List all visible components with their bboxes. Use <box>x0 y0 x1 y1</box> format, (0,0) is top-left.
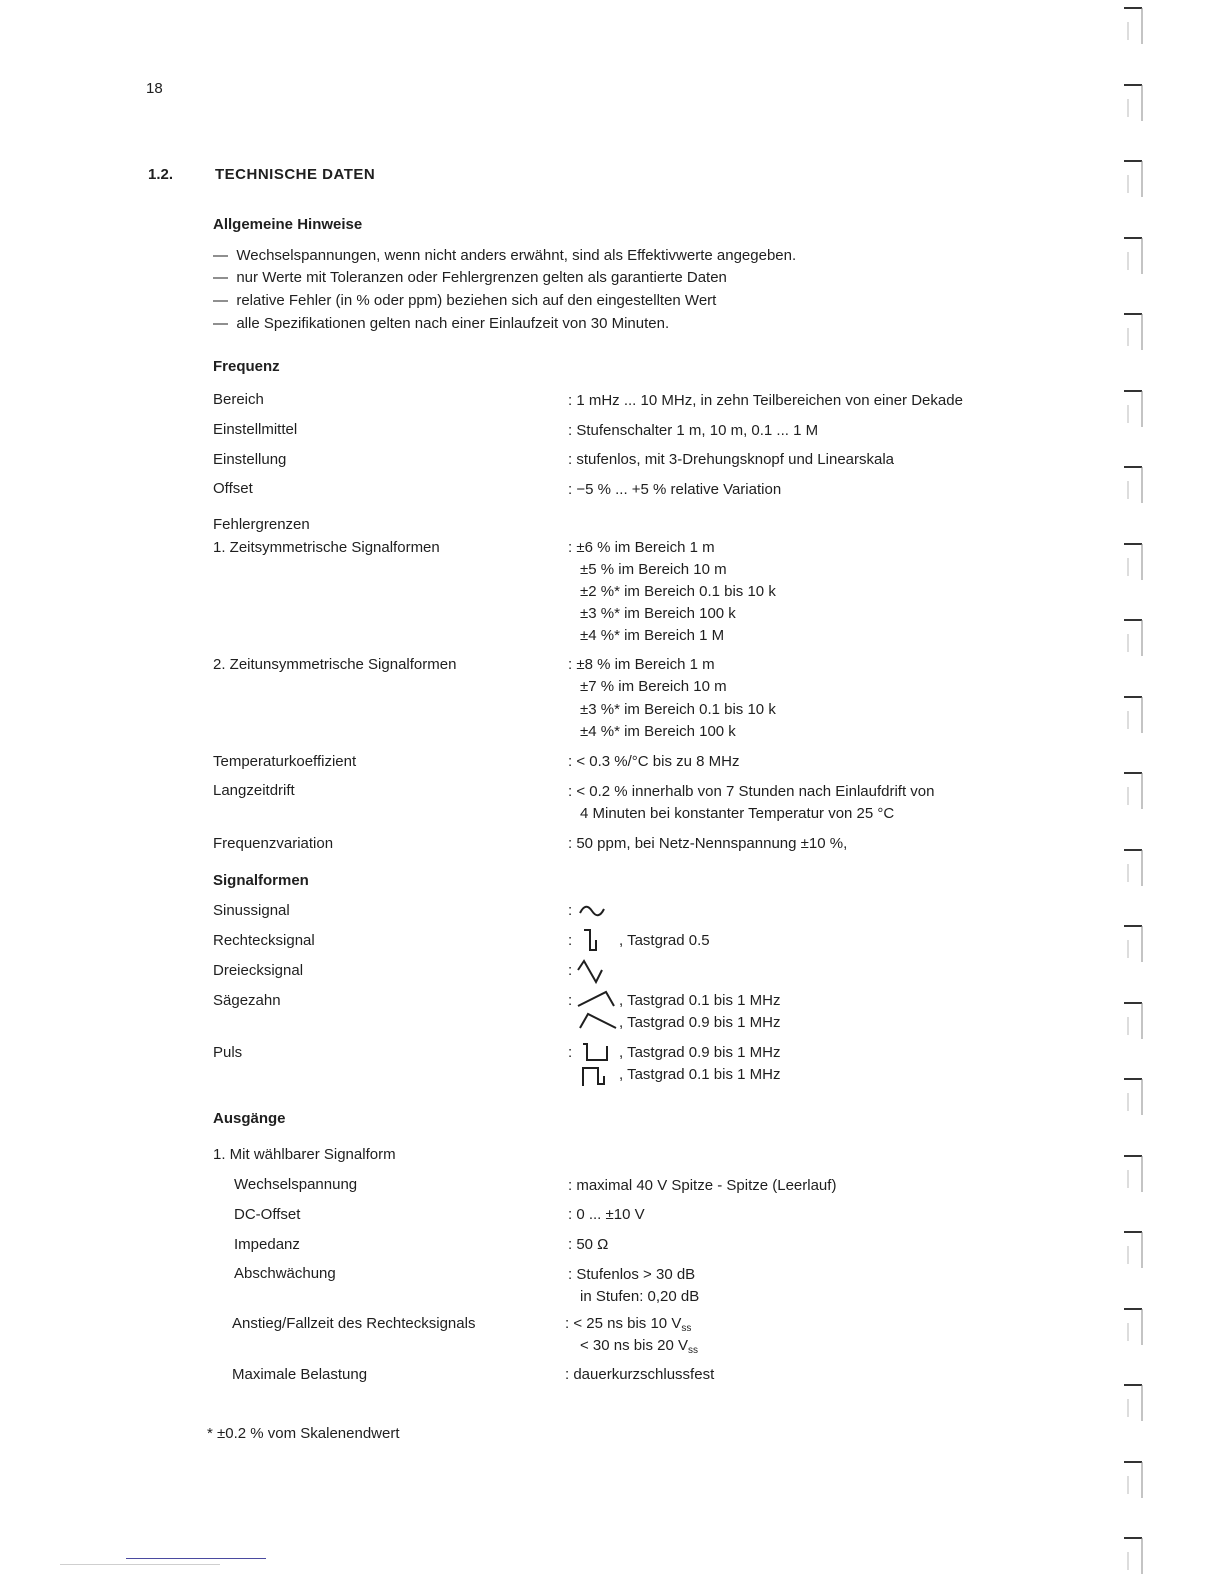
section-number: 1.2. <box>148 166 174 183</box>
sawtooth-rising-icon <box>576 988 618 1010</box>
binder-ring-icon <box>1122 1075 1146 1119</box>
binder-ring-icon <box>1122 4 1146 48</box>
binder-ring-icon <box>1122 846 1146 890</box>
einstellung-value: : stufenlos, mit 3-Drehungsknopf und Linearskala <box>568 451 895 468</box>
zeitsym-value: : ±6 % im Bereich 1 m <box>568 539 715 556</box>
binder-ring-icon <box>1122 310 1146 354</box>
signalformen-heading: Signalformen <box>213 872 309 889</box>
einstellmittel-value: : Stufenschalter 1 m, 10 m, 0.1 ... 1 M <box>568 422 819 439</box>
tempkoeff-label: Temperaturkoeffizient <box>213 753 357 770</box>
puls-value: , Tastgrad 0.1 bis 1 MHz <box>619 1066 781 1083</box>
frequenzvariation-value: : 50 ppm, bei Netz-Nennspannung ±10 %, <box>568 835 848 852</box>
langzeitdrift-value: : < 0.2 % innerhalb von 7 Stunden nach Einlaufdrift von <box>568 783 935 800</box>
binder-ring-icon <box>1122 157 1146 201</box>
zeitunsym-value: ±7 % im Bereich 10 m <box>580 678 727 695</box>
colon: : <box>568 932 573 949</box>
langzeitdrift-label: Langzeitdrift <box>213 782 295 799</box>
pulse-wide-icon <box>580 1064 612 1090</box>
belastung-value: : dauerkurzschlussfest <box>565 1366 715 1383</box>
zeitsym-value: ±4 %* im Bereich 1 M <box>580 627 725 644</box>
bereich-label: Bereich <box>213 391 264 408</box>
ausgaenge-sub1: 1. Mit wählbarer Signalform <box>213 1146 396 1163</box>
bereich-value: : 1 mHz ... 10 MHz, in zehn Teilbereichen von einer Dekade <box>568 392 963 409</box>
colon: : <box>568 902 573 919</box>
abschwaechung-value: : Stufenlos > 30 dB <box>568 1266 696 1283</box>
binder-ring-icon <box>1122 1305 1146 1349</box>
impedanz-label: Impedanz <box>234 1236 300 1253</box>
binder-ring-icon <box>1122 234 1146 278</box>
offset-label: Offset <box>213 480 253 497</box>
sinus-label: Sinussignal <box>213 902 290 919</box>
binder-ring-icon <box>1122 463 1146 507</box>
zeitsym-value: ±3 %* im Bereich 100 k <box>580 605 736 622</box>
page-number: 18 <box>146 80 163 97</box>
zeitsym-value: ±2 %* im Bereich 0.1 bis 10 k <box>580 583 776 600</box>
zeitsym-label: 1. Zeitsymmetrische Signalformen <box>213 539 440 556</box>
zeitunsym-label: 2. Zeitunsymmetrische Signalformen <box>213 656 457 673</box>
binder-ring-icon <box>1122 1228 1146 1272</box>
impedanz-value: : 50 Ω <box>568 1236 609 1253</box>
bullet-item: — alle Spezifikationen gelten nach einer Einlaufzeit von 30 Minuten. <box>213 315 670 332</box>
anstieg-value: < 30 ns bis 20 $V_{ss}$ <box>580 1337 698 1356</box>
frequenzvariation-label: Frequenzvariation <box>213 835 334 852</box>
anstieg-label: Anstieg/Fallzeit des Rechtecksignals <box>232 1315 476 1332</box>
puls-label: Puls <box>213 1044 243 1061</box>
sawtooth-falling-icon <box>576 1010 618 1032</box>
anstieg-value: : < 25 ns bis 10 $V_{ss}$ <box>565 1315 692 1334</box>
binder-ring-icon <box>1122 999 1146 1043</box>
puls-value: , Tastgrad 0.9 bis 1 MHz <box>619 1044 781 1061</box>
section-title: TECHNISCHE DATEN <box>215 166 376 183</box>
binder-ring-icon <box>1122 693 1146 737</box>
ausgaenge-heading: Ausgänge <box>213 1110 286 1127</box>
einstellung-label: Einstellung <box>213 451 287 468</box>
bullet-item: — relative Fehler (in % oder ppm) beziehen sich auf den eingestellten Wert <box>213 292 717 309</box>
belastung-label: Maximale Belastung <box>232 1366 368 1383</box>
colon: : <box>568 962 573 979</box>
rechteck-label: Rechtecksignal <box>213 932 315 949</box>
footnote: * ±0.2 % vom Skalenendwert <box>207 1425 400 1442</box>
binder-ring-icon <box>1122 769 1146 813</box>
binder-ring-icon <box>1122 81 1146 125</box>
fehlergrenzen-label: Fehlergrenzen <box>213 516 310 533</box>
abschwaechung-label: Abschwächung <box>234 1265 336 1282</box>
binder-ring-icon <box>1122 1458 1146 1502</box>
binder-ring-icon <box>1122 1534 1146 1578</box>
saegezahn-value: , Tastgrad 0.1 bis 1 MHz <box>619 992 781 1009</box>
rechteck-value: , Tastgrad 0.5 <box>619 932 710 949</box>
langzeitdrift-value: 4 Minuten bei konstanter Temperatur von 25 °C <box>580 805 895 822</box>
abschwaechung-value: in Stufen: 0,20 dB <box>580 1288 700 1305</box>
page-rule <box>126 1558 266 1559</box>
zeitunsym-value: ±4 %* im Bereich 100 k <box>580 723 736 740</box>
triangle-wave-icon <box>576 958 606 986</box>
wechselspannung-label: Wechselspannung <box>234 1176 358 1193</box>
saegezahn-value: , Tastgrad 0.9 bis 1 MHz <box>619 1014 781 1031</box>
einstellmittel-label: Einstellmittel <box>213 421 298 438</box>
dreieck-label: Dreiecksignal <box>213 962 304 979</box>
colon: : <box>568 1044 573 1061</box>
saegezahn-label: Sägezahn <box>213 992 281 1009</box>
frequenz-heading: Frequenz <box>213 358 280 375</box>
page-rule <box>60 1564 220 1565</box>
zeitunsym-value: : ±8 % im Bereich 1 m <box>568 656 715 673</box>
square-wave-icon <box>582 926 604 954</box>
binder-ring-icon <box>1122 1381 1146 1425</box>
bullet-item: — Wechselspannungen, wenn nicht anders erwähnt, sind als Effektivwerte angegeben. <box>213 247 797 264</box>
binder-ring-icon <box>1122 922 1146 966</box>
binder-ring-icon <box>1122 540 1146 584</box>
colon: : <box>568 992 573 1009</box>
binder-ring-icon <box>1122 387 1146 431</box>
pulse-narrow-icon <box>580 1040 612 1064</box>
allgemein-heading: Allgemeine Hinweise <box>213 216 363 233</box>
bullet-item: — nur Werte mit Toleranzen oder Fehlergrenzen gelten als garantierte Daten <box>213 269 727 286</box>
binder-ring-icon <box>1122 1152 1146 1196</box>
sine-wave-icon <box>578 904 606 918</box>
zeitsym-value: ±5 % im Bereich 10 m <box>580 561 727 578</box>
wechselspannung-value: : maximal 40 V Spitze - Spitze (Leerlauf) <box>568 1177 837 1194</box>
dcoffset-value: : 0 ... ±10 V <box>568 1206 645 1223</box>
zeitunsym-value: ±3 %* im Bereich 0.1 bis 10 k <box>580 701 776 718</box>
dcoffset-label: DC-Offset <box>234 1206 301 1223</box>
offset-value: : −5 % ... +5 % relative Variation <box>568 481 782 498</box>
binder-ring-icon <box>1122 616 1146 660</box>
tempkoeff-value: : < 0.3 %/°C bis zu 8 MHz <box>568 753 740 770</box>
